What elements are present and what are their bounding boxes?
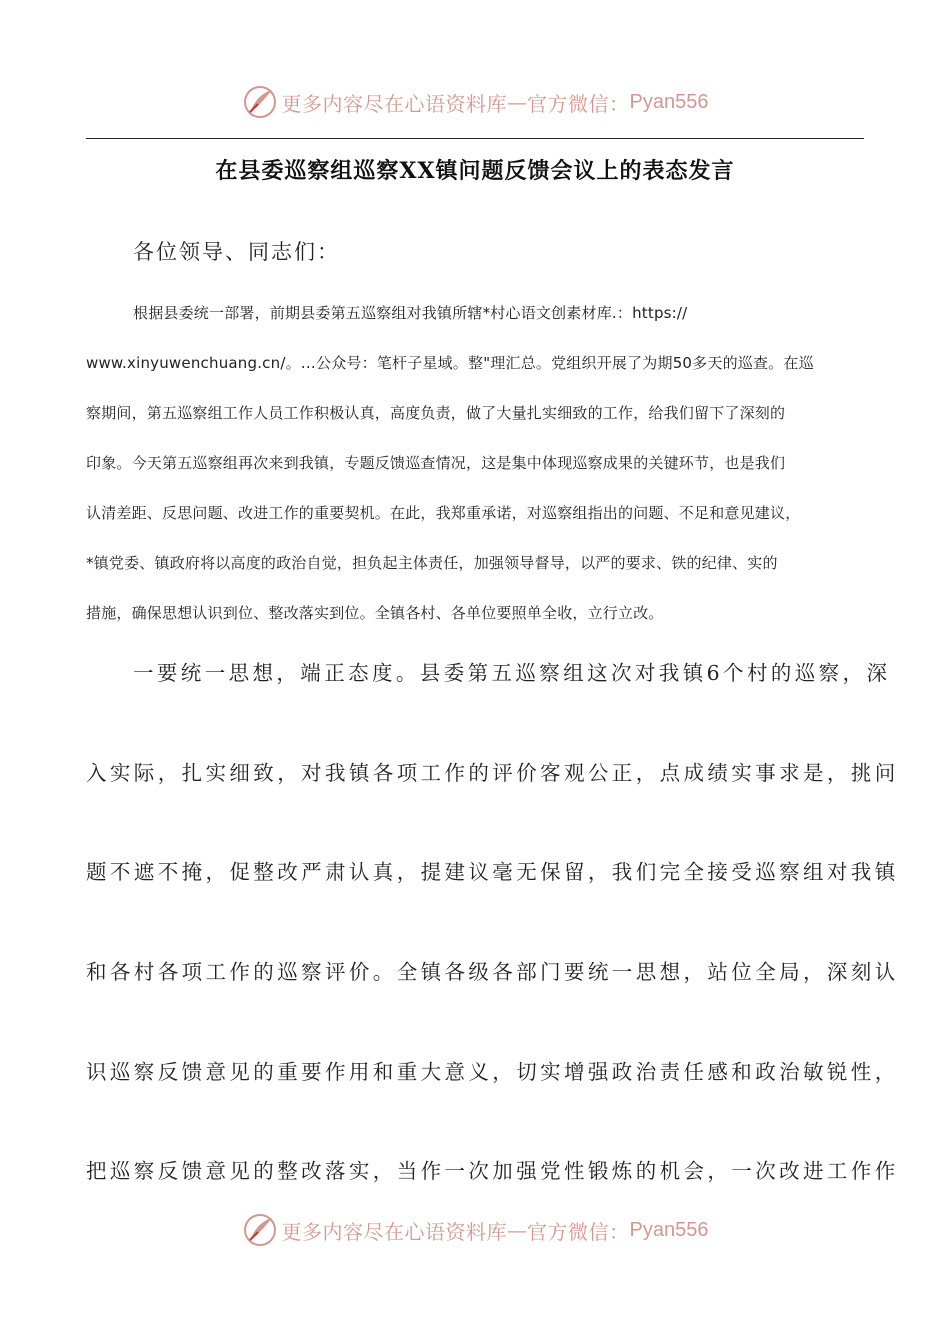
banner-text: 更多内容尽在心语资料库 [281,1219,508,1244]
paragraph2-line: 和各村各项工作的巡察评价。全镇各级各部门要统一思想，站位全局，深刻认 [86,960,899,984]
banner-text: 更多内容尽在心语资料库 [281,91,508,116]
paragraph2-line: 一要统一思想，端正态度。县委第五巡察组这次对我镇6个村的巡察，深 [133,661,891,685]
quill-logo-icon [242,1212,278,1248]
paragraph1-line: 印象。今天第五巡察组再次来到我镇，专题反馈巡查情况，这是集中体现巡察成果的关键环节，也是我们 [86,454,786,472]
greeting: 各位领导、同志们： [133,240,340,264]
quill-logo-icon [242,84,278,120]
paragraph2-line: 入实际，扎实细致，对我镇各项工作的评价客观公正，点成绩实事求是，挑问 [86,761,899,785]
paragraph2-line: 题不遮不掩，促整改严肃认真，提建议毫无保留，我们完全接受巡察组对我镇 [86,860,899,884]
banner-wechat-id: Pyan556 [629,1218,709,1241]
banner-wechat-id: Pyan556 [629,90,709,113]
paragraph2-line: 把巡察反馈意见的整改落实，当作一次加强党性锻炼的机会，一次改进工作作 [86,1159,899,1183]
banner-label: 官方微信： [527,1219,630,1244]
paragraph1-line: 根据县委统一部署，前期县委第五巡察组对我镇所辖*村心语文创素材库.：https:// [133,304,688,322]
banner-separator: — [507,90,528,114]
paragraph1-line: 察期间，第五巡察组工作人员工作积极认真，高度负责，做了大量扎实细致的工作，给我们留下了深刻的 [86,404,786,422]
header-watermark-banner [0,82,950,122]
paragraph1-line: 措施，确保思想认识到位、整改落实到位。全镇各村、各单位要照单全收，立行立改。 [86,604,664,622]
paragraph2-line: 识巡察反馈意见的重要作用和重大意义，切实增强政治责任感和政治敏锐性， [86,1060,899,1084]
header-rule [86,138,864,139]
banner-separator: — [507,1218,528,1242]
document-title: 在县委巡察组巡察XX镇问题反馈会议上的表态发言 [215,158,735,184]
paragraph1-line: *镇党委、镇政府将以高度的政治自觉，担负起主体责任，加强领导督导，以严的要求、铁的纪律、实的 [86,554,778,572]
footer-watermark-banner [0,1210,950,1250]
paragraph1-line: www.xinyuwenchuang.cn/。…公众号：笔杆子星域。整"理汇总。党组织开展了为期50多天的巡查。在巡 [86,354,814,372]
banner-label: 官方微信： [527,91,630,116]
paragraph1-line: 认清差距、反思问题、改进工作的重要契机。在此，我郑重承诺，对巡察组指出的问题、不足和意见建议， [86,504,801,522]
